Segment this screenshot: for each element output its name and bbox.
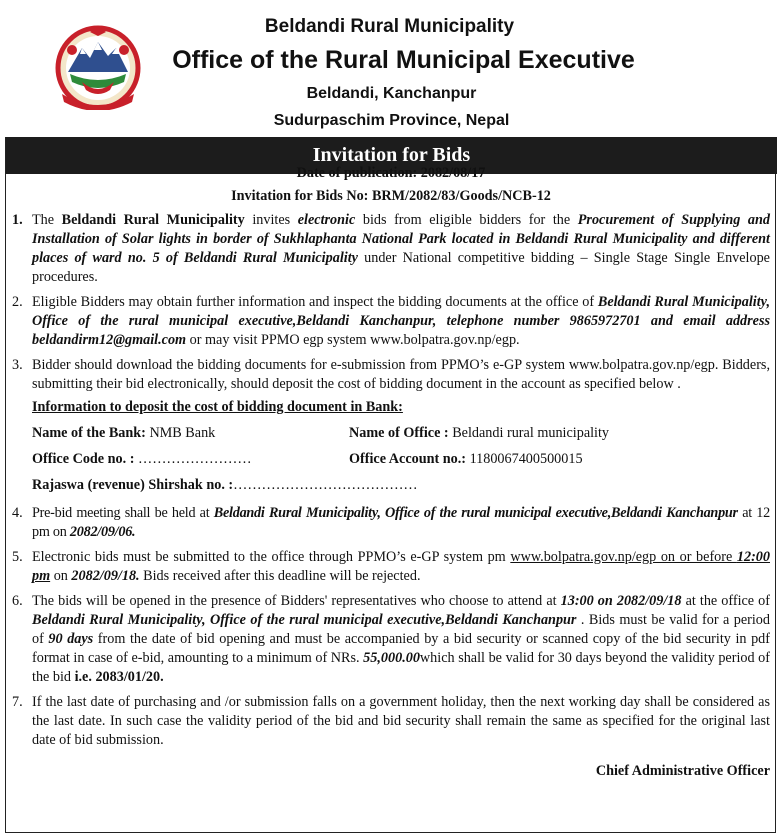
text-run: The bids will be opened in the presence of Bidders' representatives who choose to attend at [32,593,561,609]
bank-name-label: Name of the Bank: [32,425,146,441]
clause-number: 3. [12,357,23,373]
text-run: 2082/09/06. [69,524,136,540]
text-run: Electronic bids must be submitted to the office through PPMO’s e-GP system pm [32,549,511,565]
clause-5 [12,548,770,586]
office-code-label: Office Code no. : [32,451,135,467]
clause-text [32,504,770,542]
province-line: Sudurpaschim Province, Nepal [273,112,510,129]
text-run: bids from eligible bidders for the [355,212,578,228]
clause-2 [12,293,770,350]
bank-info [32,398,770,495]
clause-text: Bidder should download the bidding documents for e-submission from PPMO’s e-GP system www.bolpatra.gov.np/egp. Bidders, submitting their bid electronically, should deposit the cost of bidding document in the account as specified below . [32,357,770,392]
clause-text [32,592,770,687]
municipality-name: Beldandi Rural Municipality [264,16,515,37]
clause-number: 4. [12,505,23,521]
text-run: on [50,568,72,584]
clause-number: 7. [12,694,23,710]
location-line: Beldandi, Kanchanpur [306,85,477,102]
clause-number: 2. [12,294,23,310]
text-run: Beldandi Rural Municipality, Office of the rural municipal executive,Beldandi Kanchanpur, telephone number 9865972701 and email address beldandirm12@gmail.com [32,294,770,348]
text-run: at 12 pm on [32,505,770,540]
bank-row-1 [32,424,770,443]
text-run: 90 days [48,631,94,647]
clause-1 [12,211,770,287]
text-run: Beldandi Rural Municipality, Office of the rural municipal executive,Beldandi Kanchanpur [213,505,738,521]
text-run: Eligible Bidders may obtain further information and inspect the bidding documents at the office of [32,294,598,310]
text-run: 55,000.00 [363,650,420,666]
text-run: Procurement of Supplying and Installation of Solar lights in border of Sukhlaphanta National Park located in Beldandi Rural Municipality and different places of ward no. 5 of Beldandi Rural Municipality [32,212,770,266]
text-run: Beldandi Rural Municipality [61,212,245,228]
ifb-number: Invitation for Bids No: BRM/2082/83/Goods/NCB-12 [231,188,551,204]
office-title: Office of the Rural Municipal Executive [172,46,635,74]
clause-7 [12,693,770,750]
text-run: i.e. 2083/01/20. [74,669,164,685]
office-account-label: Office Account no.: [349,451,467,467]
text-run: under National competitive bidding – Single Stage Single Envelope procedures. [32,250,770,285]
text-run: at the office of [681,593,770,609]
rajaswa-label: Rajaswa (revenue) Shirshak no. : [32,477,234,493]
text-run: Bids received after this deadline will be rejected. [139,568,421,584]
text-run: 12:00 pm [32,549,770,584]
text-run: The [32,212,62,228]
text-run: 13:00 on 2082/09/18 [560,593,682,609]
text-run: or may visit PPMO egp system www.bolpatra.gov.np/egp. [186,332,520,348]
clause-6 [12,592,770,687]
bank-row-2 [32,450,770,469]
publication-date: Date of publication: 2082/08/17 [296,165,486,181]
bank-name-value: NMB Bank [145,425,216,441]
clause-number: 6. [12,593,23,609]
notice-body [12,160,770,781]
clause-text [32,211,770,287]
clause-3 [12,356,770,394]
clause-text [32,293,770,350]
bank-info-heading: Information to deposit the cost of bidding document in Bank: [32,399,403,415]
text-run: . Bids must be valid for a period of [32,612,770,647]
text-run: Beldandi Rural Municipality, Office of the rural municipal executive,Beldandi Kanchanpur [32,612,577,628]
text-run: from the date of bid opening and must be accompanied by a bid security or scanned copy of the bid security in pdf format in case of e-bid, amounting to a minimum of NRs. [32,631,771,666]
notice-banner: Invitation for Bids [6,137,777,174]
clause-number: 5. [12,549,23,565]
text-run: electronic [297,212,356,228]
text-run: invites [244,212,298,228]
clause-4 [12,504,770,542]
text-run: which shall be valid for 30 days beyond the validity period of the bid [32,650,770,685]
clause-number: 1. [12,212,23,228]
text-run: 2082/09/18. [71,568,140,584]
rajaswa-value: ………………………………… [233,477,418,493]
signature-line: Chief Administrative Officer [595,763,770,779]
bank-row-3 [32,476,770,495]
office-account-value: 1180067400500015 [466,451,583,467]
clause-text: If the last date of purchasing and /or submission falls on a government holiday, then the next working day shall be considered as the last date. In such case the validity period of the bid and bid security shall remain the same as specified for the original last date of bid submission. [32,694,770,748]
document-header [0,0,783,140]
text-run: Pre-bid meeting shall be held at [32,505,214,521]
egp-link[interactable]: www.bolpatra.gov.np/egp on or before [510,549,737,565]
office-name-label: Name of Office : [349,425,449,441]
office-name-value: Beldandi rural municipality [448,425,610,441]
office-code-value: …………………… [134,451,252,467]
clause-text [32,548,770,586]
